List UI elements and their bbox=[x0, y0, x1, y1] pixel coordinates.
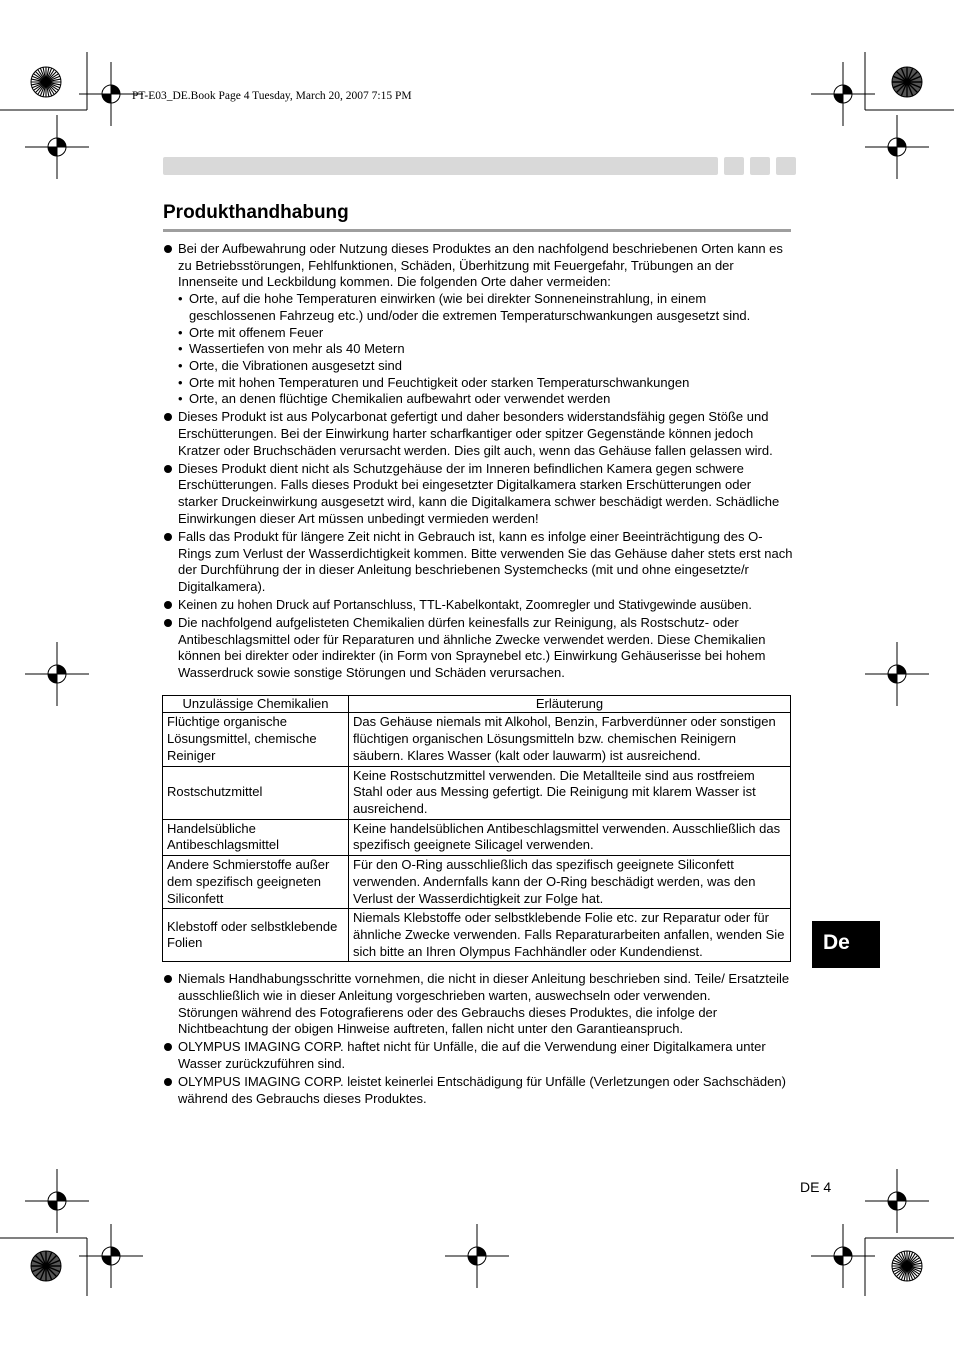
list-item-continuation: Störungen während des Fotografierens oder des Gebrauchs dieses Produktes, die infolge der Nichtbeachtung der obigen Hinweise auftreten, fallen nicht unter den Garantieanspruch. bbox=[178, 1004, 718, 1037]
list-item bbox=[163, 971, 793, 1038]
table-cell: Niemals Klebstoffe oder selbstklebende Folie etc. zur Reparatur oder für ähnliche Zwecke verwenden. Falls Reparaturarbeiten anfallen, wenden Sie sich bitte an Ihren Olympus Fachhändler oder Kundendienst. bbox=[349, 909, 791, 962]
table-row bbox=[163, 819, 791, 855]
list-item: Die nachfolgend aufgelisteten Chemikalien dürfen keinesfalls zur Reinigung, als Rostschutz- oder Antibeschlagsmittel oder für Reparaturen und ähnliche Zwecke verwendet werden. Diese Chemikalien können bei direkter oder indirekter (in Form von Spraynebel etc.) Einwirkung Gehäuserisse bei hohem Wasserdruck sowie sonstige Störungen und Schäden verursachen. bbox=[163, 615, 793, 682]
table-cell: Keine Rostschutzmittel verwenden. Die Metallteile sind aus rostfreiem Stahl oder aus Messing gefertigt. Die Reinigung mit klarem Wasser ist ausreichend. bbox=[349, 766, 791, 819]
table-row bbox=[163, 766, 791, 819]
table-row bbox=[163, 909, 791, 962]
header-bar-block bbox=[724, 157, 744, 175]
sub-item: • Orte, an denen flüchtige Chemikalien aufbewahrt oder verwendet werden bbox=[178, 391, 793, 408]
page-title: Produkthandhabung bbox=[163, 202, 349, 223]
table-cell: Keine handelsüblichen Antibeschlagsmittel verwenden. Ausschließlich das spezifisch geeignete Silicagel verwenden. bbox=[349, 819, 791, 855]
list-item: Keinen zu hohen Druck auf Portanschluss, TTL-Kabelkontakt, Zoomregler und Stativgewinde ausüben. bbox=[163, 597, 793, 614]
sub-item: • Wassertiefen von mehr als 40 Metern bbox=[178, 341, 793, 358]
list-item-text: Niemals Handhabungsschritte vornehmen, die nicht in dieser Anleitung beschrieben sind. Teile/ Ersatzteile ausschließlich wie in dieser Anleitung vorgeschrieben warten, auswechseln oder verwenden. bbox=[178, 971, 790, 1004]
list-item bbox=[163, 241, 793, 408]
table-cell: Klebstoff oder selbstklebende Folien bbox=[163, 909, 349, 962]
header-bar-block bbox=[750, 157, 770, 175]
print-header: PT-E03_DE.Book Page 4 Tuesday, March 20, 2007 7:15 PM bbox=[132, 90, 412, 102]
page-number: DE 4 bbox=[800, 1179, 832, 1195]
table-cell: Für den O-Ring ausschließlich das spezifisch geeignete Siliconfett verwenden. Andernfalls kann der O-Ring beschädigt werden, was den Verlust der Wasserdichtigkeit zur Folge hat. bbox=[349, 856, 791, 909]
sub-item: • Orte mit offenem Feuer bbox=[178, 325, 793, 342]
intro-text: Bei der Aufbewahrung oder Nutzung dieses Produktes an den nachfolgend beschriebenen Orten kann es zu Betriebsstörungen, Fehlfunktionen, Schäden, Überhitzung mit Feuergefahr, Trübungen an der Innenseite und Leckbildung kommen. Die folgenden Orte daher vermeiden: bbox=[178, 241, 783, 290]
content bbox=[163, 241, 793, 1109]
sub-item: • Orte, die Vibrationen ausgesetzt sind bbox=[178, 358, 793, 375]
header-bar bbox=[163, 157, 718, 175]
list-item: Dieses Produkt ist aus Polycarbonat gefertigt und daher besonders widerstandsfähig gegen Stöße und Erschütterungen. Bei der Einwirkung harter scharfkantiger oder spitzer Gegenstände können jedoch Kratzer oder Bruchschäden verursacht werden. Dies gilt auch, wenn das Gehäuse fallen gelassen wird. bbox=[163, 409, 793, 459]
column-header: Unzulässige Chemikalien bbox=[163, 695, 349, 713]
table-cell: Rostschutzmittel bbox=[163, 766, 349, 819]
table-cell: Flüchtige organische Lösungsmittel, chemische Reiniger bbox=[163, 713, 349, 766]
list-item: Falls das Produkt für längere Zeit nicht in Gebrauch ist, kann es infolge einer Beeinträchtigung des O-Rings zum Verlust der Wasserdichtigkeit kommen. Bitte verwenden Sie das Gehäuse daher stets erst nach der Durchführung der in dieser Anleitung beschriebenen Systemchecks (mit und ohne eingesetzte/r Digitalkamera). bbox=[163, 529, 793, 596]
column-header: Erläuterung bbox=[349, 695, 791, 713]
sub-item: • Orte, auf die hohe Temperaturen einwirken (wie bei direkter Sonneneinstrahlung, in einem geschlossenen Fahrzeug etc.) und/oder die extremen Temperaturschwankungen ausgesetzt sind. bbox=[178, 291, 793, 324]
table-cell: Andere Schmierstoffe außer dem spezifisch geeigneten Siliconfett bbox=[163, 856, 349, 909]
language-tab: De bbox=[812, 921, 880, 968]
table-row bbox=[163, 856, 791, 909]
list-item: OLYMPUS IMAGING CORP. haftet nicht für Unfälle, die auf die Verwendung einer Digitalkamera unter Wasser zurückzuführen sind. bbox=[163, 1039, 793, 1072]
table-cell: Das Gehäuse niemals mit Alkohol, Benzin, Farbverdünner oder sonstigen flüchtigen organischen Lösungsmitteln bzw. chemischen Reinigern säubern. Klares Wasser (kalt oder lauwarm) ist ausreichend. bbox=[349, 713, 791, 766]
table-row bbox=[163, 713, 791, 766]
table-header-row bbox=[163, 695, 791, 713]
list-item: Dieses Produkt dient nicht als Schutzgehäuse der im Inneren befindlichen Kamera gegen schwere Erschütterungen. Falls dieses Produkt bei eingesetzter Digitalkamera starken Erschütterungen oder starker Druckeinwirkung ausgesetzt wird, kann die Digitalkamera schwer beschädigt werden. Schädliche Einwirkungen dieser Art müssen unbedingt vermieden werden! bbox=[163, 461, 793, 528]
list-item: OLYMPUS IMAGING CORP. leistet keinerlei Entschädigung für Unfälle (Verletzungen oder Sachschäden) während des Gebrauchs dieses Produktes. bbox=[163, 1074, 793, 1107]
sub-item: • Orte mit hohen Temperaturen und Feuchtigkeit oder starken Temperaturschwankungen bbox=[178, 375, 793, 392]
table-cell: Handelsübliche Antibeschlagsmittel bbox=[163, 819, 349, 855]
chemicals-table bbox=[162, 695, 791, 963]
header-bar-block bbox=[776, 157, 796, 175]
title-rule bbox=[163, 229, 791, 232]
